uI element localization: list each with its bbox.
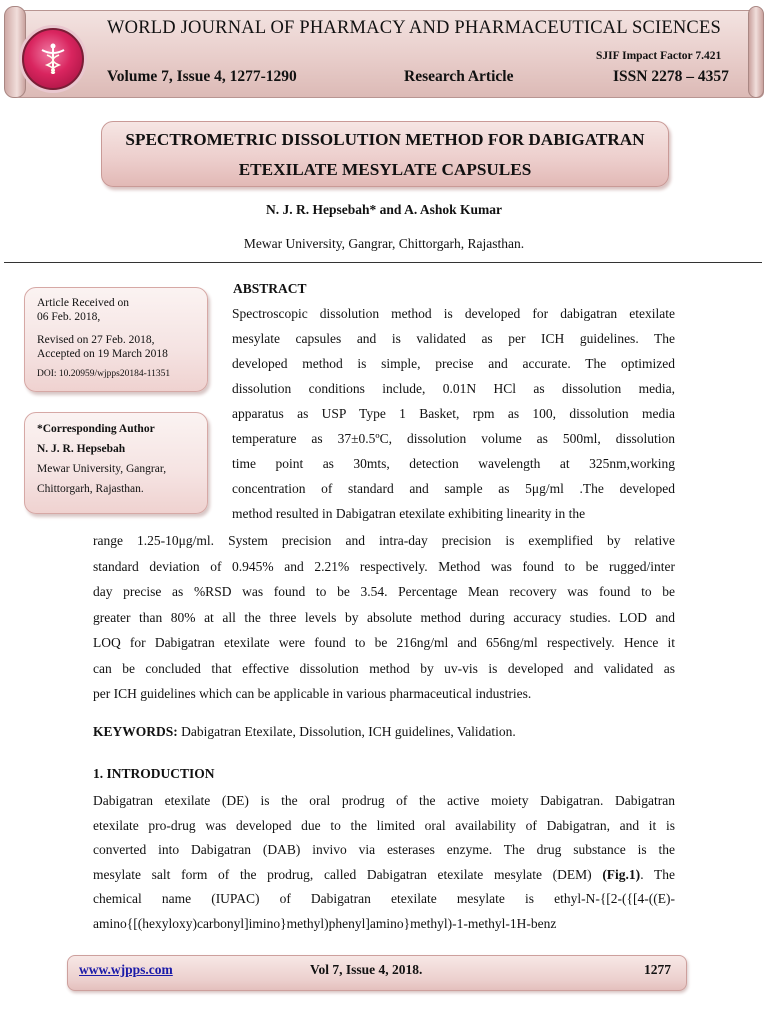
abstract-line: dissolution conditions include, 0.01N HCl as dissolution media, <box>232 381 675 396</box>
abstract-continuation <box>93 528 675 707</box>
keywords-text: Dabigatran Etexilate, Dissolution, ICH guidelines, Validation. <box>181 724 516 739</box>
intro-line <box>93 863 675 888</box>
keywords-label: KEYWORDS: <box>93 724 178 739</box>
abstract-line: apparatus as USP Type 1 Basket, rpm as 100, dissolution media <box>232 406 675 421</box>
abstract-line: per ICH guidelines which can be applicable in various pharmaceutical industries. <box>93 686 532 701</box>
footer-issue: Vol 7, Issue 4, 2018. <box>310 962 423 977</box>
journal-title: WORLD JOURNAL OF PHARMACY AND PHARMACEUTICAL SCIENCES <box>107 18 721 38</box>
abstract-column <box>232 301 675 526</box>
received-label: Article Received on <box>37 297 129 309</box>
affiliation: Mewar University, Gangrar, Chittorgarh, Rajasthan. <box>243 236 525 251</box>
abstract-line: developed method is simple, precise and accurate. The optimized <box>232 356 675 371</box>
abstract-line: greater than 80% at all the three levels by absolute method during accuracy studies. LOD and <box>93 609 675 625</box>
received-date: 06 Feb. 2018, <box>37 311 101 323</box>
intro-line: converted into Dabigatran (DAB) invivo via esterases enzyme. The drug substance is the <box>93 842 675 857</box>
abstract-line: range 1.25-10μg/ml. System precision and intra-day precision is exemplified by relative <box>93 533 675 548</box>
corresponding-address-1: Mewar University, Gangrar, <box>37 463 167 475</box>
abstract-line: time point as 30mts, detection wavelength at 325nm,working <box>232 456 675 471</box>
abstract-heading: ABSTRACT <box>233 281 307 296</box>
revised-date: Revised on 27 Feb. 2018, <box>37 334 155 346</box>
intro-line: amino{[(hexyloxy)carbonyl]imino}methyl)phenyl]amino}methyl)-1-methyl-1H-benz <box>93 915 557 931</box>
header-divider <box>4 262 762 263</box>
corresponding-author-box <box>24 412 208 514</box>
corresponding-label: *Corresponding Author <box>37 423 155 435</box>
intro-text: . The <box>640 866 675 882</box>
abstract-line: mesylate capsules and is validated as per ICH guidelines. The <box>232 331 675 346</box>
introduction-body <box>93 789 675 936</box>
abstract-line: method resulted in Dabigatran etexilate exhibiting linearity in the <box>232 506 586 521</box>
abstract-line: can be concluded that effective dissolution method by uv-vis is developed and validated as <box>93 660 675 676</box>
article-type: Research Article <box>404 68 514 85</box>
intro-line: Dabigatran etexilate (DE) is the oral prodrug of the active moiety Dabigatran. Dabigatran <box>93 793 675 808</box>
intro-line: etexilate pro-drug was developed due to the limited oral availability of Dabigatran, and it is <box>93 817 675 833</box>
page-footer <box>67 955 687 991</box>
corresponding-address-2: Chittorgarh, Rajasthan. <box>37 483 144 495</box>
intro-line: chemical name (IUPAC) of Dabigatran etexilate mesylate is ethyl-N-{[2-({[4-((E)- <box>93 891 675 906</box>
corresponding-name: N. J. R. Hepsebah <box>37 443 126 455</box>
volume-info: Volume 7, Issue 4, 1277-1290 <box>107 68 297 85</box>
journal-logo <box>22 28 84 90</box>
figure-reference[interactable]: (Fig.1) <box>602 866 641 882</box>
title-line-1: SPECTROMETRIC DISSOLUTION METHOD FOR DABIGATRAN <box>125 130 645 149</box>
accepted-date: Accepted on 19 March 2018 <box>37 348 168 360</box>
journal-website-link[interactable]: www.wjpps.com <box>79 962 173 977</box>
issn: ISSN 2278 – 4357 <box>613 68 729 85</box>
abstract-line: concentration of standard and sample as 5μg/ml .The developed <box>232 481 675 496</box>
page-number: 1277 <box>644 962 671 977</box>
title-line-2: ETEXILATE MESYLATE CAPSULES <box>238 160 532 179</box>
abstract-line: day precise as %RSD was found to be 3.54. Percentage Mean recovery was found to be <box>93 584 675 599</box>
authors: N. J. R. Hepsebah* and A. Ashok Kumar <box>266 202 502 217</box>
abstract-line: LOQ for Dabigatran etexilate were found to be 216ng/ml and 656ng/ml respectively. Hence it <box>93 635 675 650</box>
scroll-right-roll <box>748 6 764 98</box>
abstract-line: temperature as 37±0.5ºC, dissolution volume as 500ml, dissolution <box>232 431 675 446</box>
doi: DOI: 10.20959/wjpps20184-11351 <box>37 369 171 379</box>
abstract-line: Spectroscopic dissolution method is developed for dabigatran etexilate <box>232 306 675 321</box>
abstract-line: standard deviation of 0.945% and 2.21% respectively. Method was found to be rugged/inter <box>93 558 675 574</box>
article-info-box <box>24 287 208 392</box>
article-title-box <box>101 121 669 187</box>
intro-text: mesylate salt form of the prodrug, called Dabigatran etexilate mesylate (DEM) <box>93 866 603 882</box>
caduceus-icon <box>38 42 68 76</box>
keywords <box>93 724 516 740</box>
impact-factor: SJIF Impact Factor 7.421 <box>596 50 722 62</box>
introduction-heading: 1. INTRODUCTION <box>93 766 215 781</box>
